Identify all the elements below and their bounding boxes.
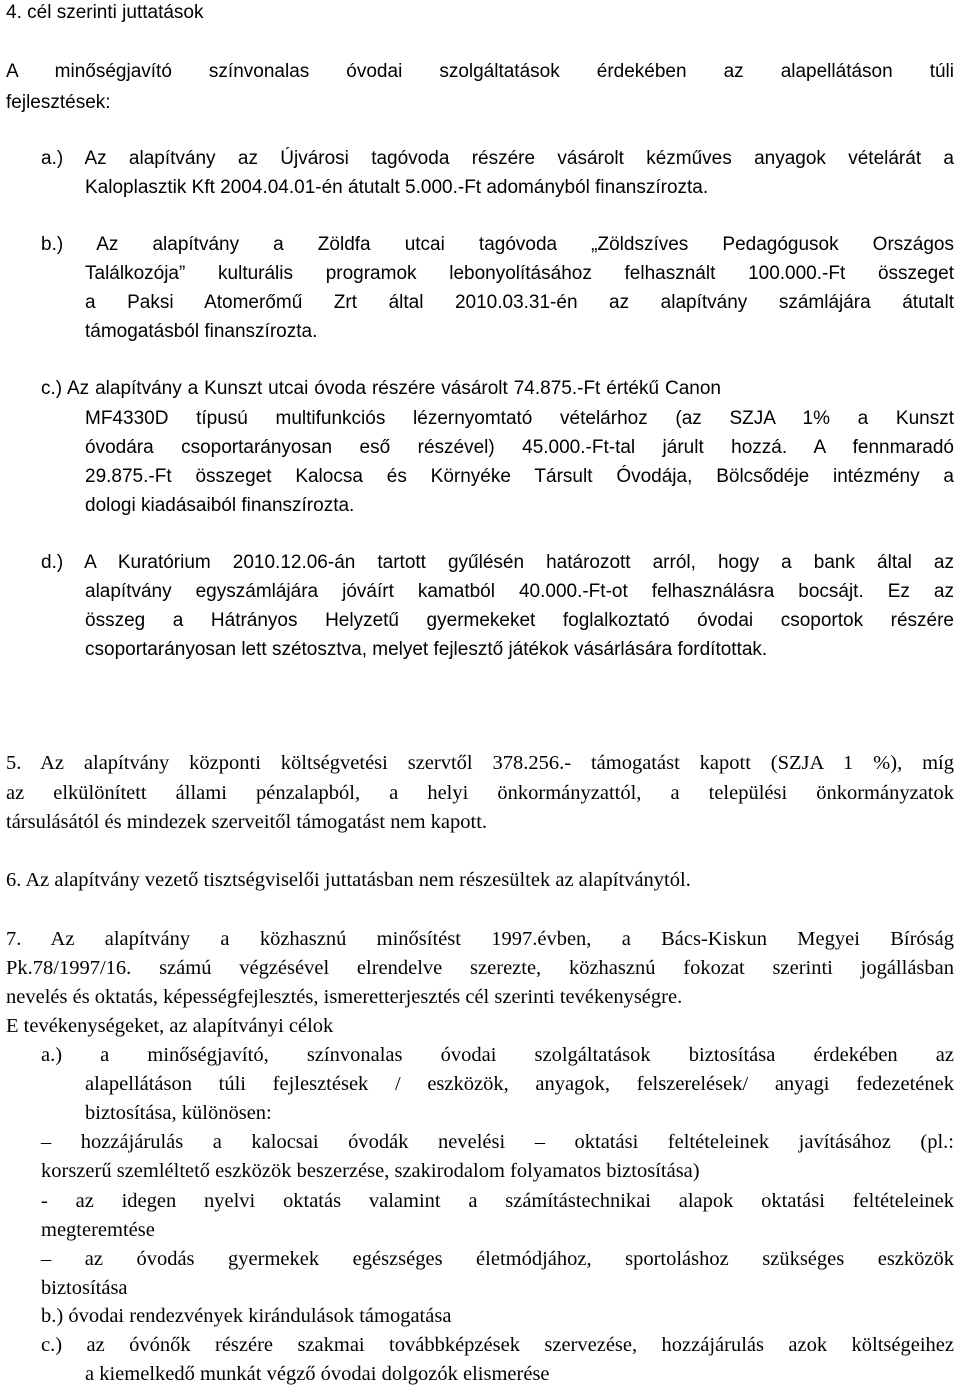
item-b-line-3: a Paksi Atomerőmű Zrt által 2010.03.31-én az alapítvány számlájára átutalt [85, 292, 954, 313]
section-5-line-3: társulásától és mindezek szerveitől támogatást nem kapott. [6, 811, 488, 833]
section-6: 6. Az alapítvány vezető tisztségviselői juttatásban nem részesültek az alapítványtól. [6, 869, 691, 891]
act-c-line-2: a kiemelkedő munkát végző óvodai dolgozók elismerése [85, 1363, 550, 1385]
item-d-line-2: alapítvány egyszámlájára jóváírt kamatból 40.000.-Ft-ot felhasználásra bocsájt. Ez az [85, 581, 954, 602]
act-a-line-3: biztosítása, különösen: [85, 1102, 272, 1124]
section-5-line-1: 5. Az alapítvány központi költségvetési szervtől 378.256.- támogatást kapott (SZJA 1 %), míg [6, 752, 954, 774]
item-c-line-3: óvodára csoportarányosan eső részével) 45.000.-Ft-tal járult hozzá. A fennmaradó [85, 437, 954, 458]
item-a-line-1: a.) Az alapítvány az Újvárosi tagóvoda részére vásárolt kézműves anyagok vételárát a [41, 148, 954, 169]
item-c-line-1a: c.) Az alapítvány a Kunszt utcai óvoda részére vásárolt 74.875.-Ft értékű Canon [41, 378, 721, 399]
act-a-line-1: a.) a minőségjavító, színvonalas óvodai szolgáltatások biztosítása érdekében az [41, 1044, 954, 1066]
item-b-line-2: Találkozója” kulturális programok lebonyolításához felhasznált 100.000.-Ft összeget [85, 263, 954, 284]
intro-line-1: A minőségjavító színvonalas óvodai szolgáltatások érdekében az alapellátáson túli [6, 61, 954, 82]
dash-item-1-line-1: – hozzájárulás a kalocsai óvodák nevelési – oktatási feltételeinek javításához (pl.: [41, 1131, 954, 1153]
dash-item-1-line-2: korszerű szemléltető eszközök beszerzése, szakirodalom folyamatos biztosítása) [41, 1160, 700, 1182]
item-a-line-2: Kaloplasztik Kft 2004.04.01-én átutalt 5.000.-Ft adományból finanszírozta. [85, 177, 709, 198]
item-c-line-2: MF4330D típusú multifunkciós lézernyomtató vételárhoz (az SZJA 1% a Kunszt [85, 408, 954, 429]
item-c-line-4: 29.875.-Ft összeget Kalocsa és Környéke Társult Óvodája, Bölcsődéje intézmény a [85, 466, 954, 487]
dash-item-3-line-2: biztosítása [41, 1277, 128, 1299]
item-d-line-4: csoportarányosan lett szétosztva, melyet fejlesztő játékok vásárlására fordítottak. [85, 639, 768, 660]
activities-title: E tevékenységeket, az alapítványi célok [6, 1015, 334, 1037]
dash-item-3-line-1: – az óvodás gyermekek egészséges életmódjához, sportoláshoz szükséges eszközök [41, 1248, 954, 1270]
item-c-line-5: dologi kiadásaiból finanszírozta. [85, 495, 355, 516]
dash-item-2-line-1: - az idegen nyelvi oktatás valamint a számítástechnikai alapok oktatási feltételeinek [41, 1190, 954, 1212]
section-5-line-2: az elkülönített állami pénzalapból, a helyi önkormányzattól, a települési önkormányzatok [6, 782, 954, 804]
dash-item-2-line-2: megteremtése [41, 1219, 155, 1241]
section-7-line-1: 7. Az alapítvány a közhasznú minősítést 1997.évben, a Bács-Kiskun Megyei Bíróság [6, 928, 954, 950]
section-7-line-3: nevelés és oktatás, képességfejlesztés, ismeretterjesztés cél szerinti tevékenységre. [6, 986, 683, 1008]
item-b-line-4: támogatásból finanszírozta. [85, 321, 318, 342]
act-c-line-1: c.) az óvónők részére szakmai továbbképzések szervezése, hozzájárulás azok költségeihez [41, 1334, 954, 1356]
act-b: b.) óvodai rendezvények kirándulások támogatása [41, 1305, 452, 1327]
act-a-line-2: alapellátáson túli fejlesztések / eszközök, anyagok, felszerelések/ anyagi fedezetének [85, 1073, 954, 1095]
item-b-line-1: b.) Az alapítvány a Zöldfa utcai tagóvoda „Zöldszíves Pedagógusok Országos [41, 234, 954, 255]
section-7-line-2: Pk.78/1997/16. számú végzésével elrendelve szerezte, közhasznú fokozat szerinti jogállásban [6, 957, 954, 979]
intro-line-2: fejlesztések: [6, 92, 111, 113]
item-d-line-1: d.) A Kuratórium 2010.12.06-án tartott gyűlésén határozott arról, hogy a bank által az [41, 552, 954, 573]
item-d-line-3: összeg a Hátrányos Helyzetű gyermekeket foglalkoztató óvodai csoportok részére [85, 610, 954, 631]
section-4-heading: 4. cél szerinti juttatások [6, 2, 204, 23]
